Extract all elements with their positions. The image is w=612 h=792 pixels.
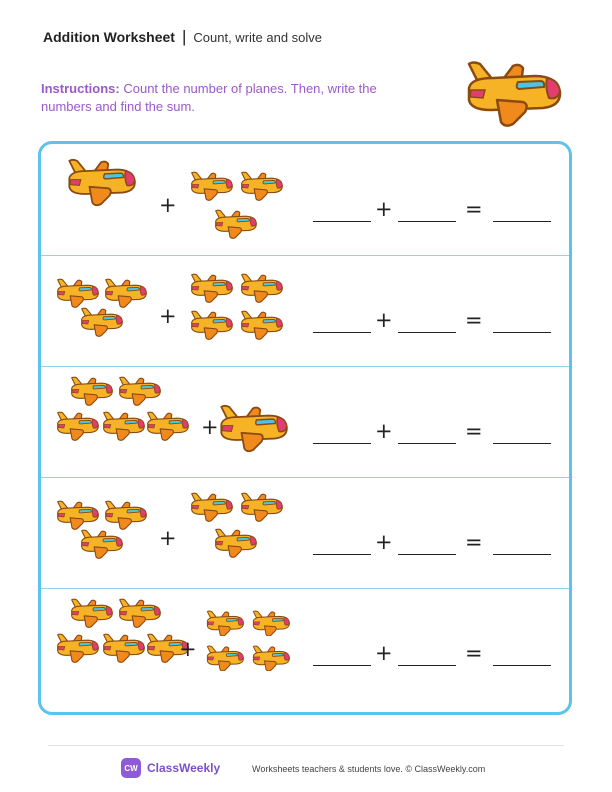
worksheet-header: [43, 29, 322, 45]
problem-panel: [38, 141, 572, 715]
airplane-icon: [69, 376, 114, 406]
airplane-icon: [251, 645, 291, 672]
footer-divider: [48, 745, 564, 746]
airplane-icon: [213, 528, 258, 558]
airplane-icon: [79, 529, 124, 559]
airplane-icon: [55, 633, 100, 663]
airplane-icon: [65, 158, 137, 207]
problem-row: [41, 366, 569, 477]
plus-sign: +: [375, 419, 393, 443]
airplane-icon: [213, 209, 258, 239]
airplane-icon: [239, 273, 284, 303]
airplane-icon: [189, 273, 234, 303]
sum-blank[interactable]: [493, 221, 551, 222]
problem-row: [41, 144, 569, 255]
airplane-icon: [239, 171, 284, 201]
second-addend-blank[interactable]: [398, 332, 456, 333]
plus-sign: +: [159, 304, 177, 328]
first-addend-blank[interactable]: [313, 665, 371, 666]
plus-sign: +: [375, 530, 393, 554]
problem-row: [41, 477, 569, 588]
instructions-text: Count the number of planes. Then, write the numbers and find the sum.: [41, 81, 377, 114]
equals-sign: =: [465, 308, 483, 332]
plus-sign: +: [179, 637, 197, 661]
airplane-icon: [101, 411, 146, 441]
worksheet-subtitle: Count, write and solve: [193, 29, 323, 45]
airplane-icon: [103, 500, 148, 530]
instructions: [41, 80, 421, 116]
airplane-icon: [55, 411, 100, 441]
airplane-icon: [117, 376, 162, 406]
sum-blank[interactable]: [493, 332, 551, 333]
airplane-icon: [189, 171, 234, 201]
header-separator: |: [181, 27, 187, 46]
airplane-icon: [189, 310, 234, 340]
footer-tagline: Worksheets teachers & students love. © ClassWeekly.com: [252, 764, 486, 774]
plus-sign: +: [375, 197, 393, 221]
airplane-icon: [55, 500, 100, 530]
airplane-icon: [205, 610, 245, 637]
sum-blank[interactable]: [493, 665, 551, 666]
problem-row: [41, 588, 569, 699]
worksheet-title: Addition Worksheet: [43, 29, 175, 45]
instructions-label: Instructions:: [41, 81, 120, 96]
airplane-icon: [251, 610, 291, 637]
equals-sign: =: [465, 197, 483, 221]
first-addend-blank[interactable]: [313, 332, 371, 333]
equals-sign: =: [465, 530, 483, 554]
second-addend-blank[interactable]: [398, 665, 456, 666]
plus-sign: +: [201, 415, 219, 439]
plus-sign: +: [159, 193, 177, 217]
airplane-icon: [189, 492, 234, 522]
hero-airplane-icon: [463, 60, 563, 128]
airplane-icon: [205, 645, 245, 672]
airplane-icon: [55, 278, 100, 308]
first-addend-blank[interactable]: [313, 221, 371, 222]
sum-blank[interactable]: [493, 443, 551, 444]
airplane-icon: [101, 633, 146, 663]
airplane-icon: [239, 492, 284, 522]
plus-sign: +: [375, 308, 393, 332]
airplane-icon: [117, 598, 162, 628]
brand-name: ClassWeekly: [147, 761, 221, 775]
equals-sign: =: [465, 419, 483, 443]
sum-blank[interactable]: [493, 554, 551, 555]
problem-row: [41, 255, 569, 366]
airplane-icon: [239, 310, 284, 340]
airplane-icon: [145, 411, 190, 441]
airplane-icon: [217, 404, 289, 453]
second-addend-blank[interactable]: [398, 221, 456, 222]
second-addend-blank[interactable]: [398, 443, 456, 444]
first-addend-blank[interactable]: [313, 554, 371, 555]
classweekly-logo: CW: [121, 758, 141, 778]
airplane-icon: [79, 307, 124, 337]
plus-sign: +: [159, 526, 177, 550]
first-addend-blank[interactable]: [313, 443, 371, 444]
airplane-icon: [69, 598, 114, 628]
second-addend-blank[interactable]: [398, 554, 456, 555]
footer-brand: [121, 757, 220, 779]
airplane-icon: [103, 278, 148, 308]
equals-sign: =: [465, 641, 483, 665]
plus-sign: +: [375, 641, 393, 665]
